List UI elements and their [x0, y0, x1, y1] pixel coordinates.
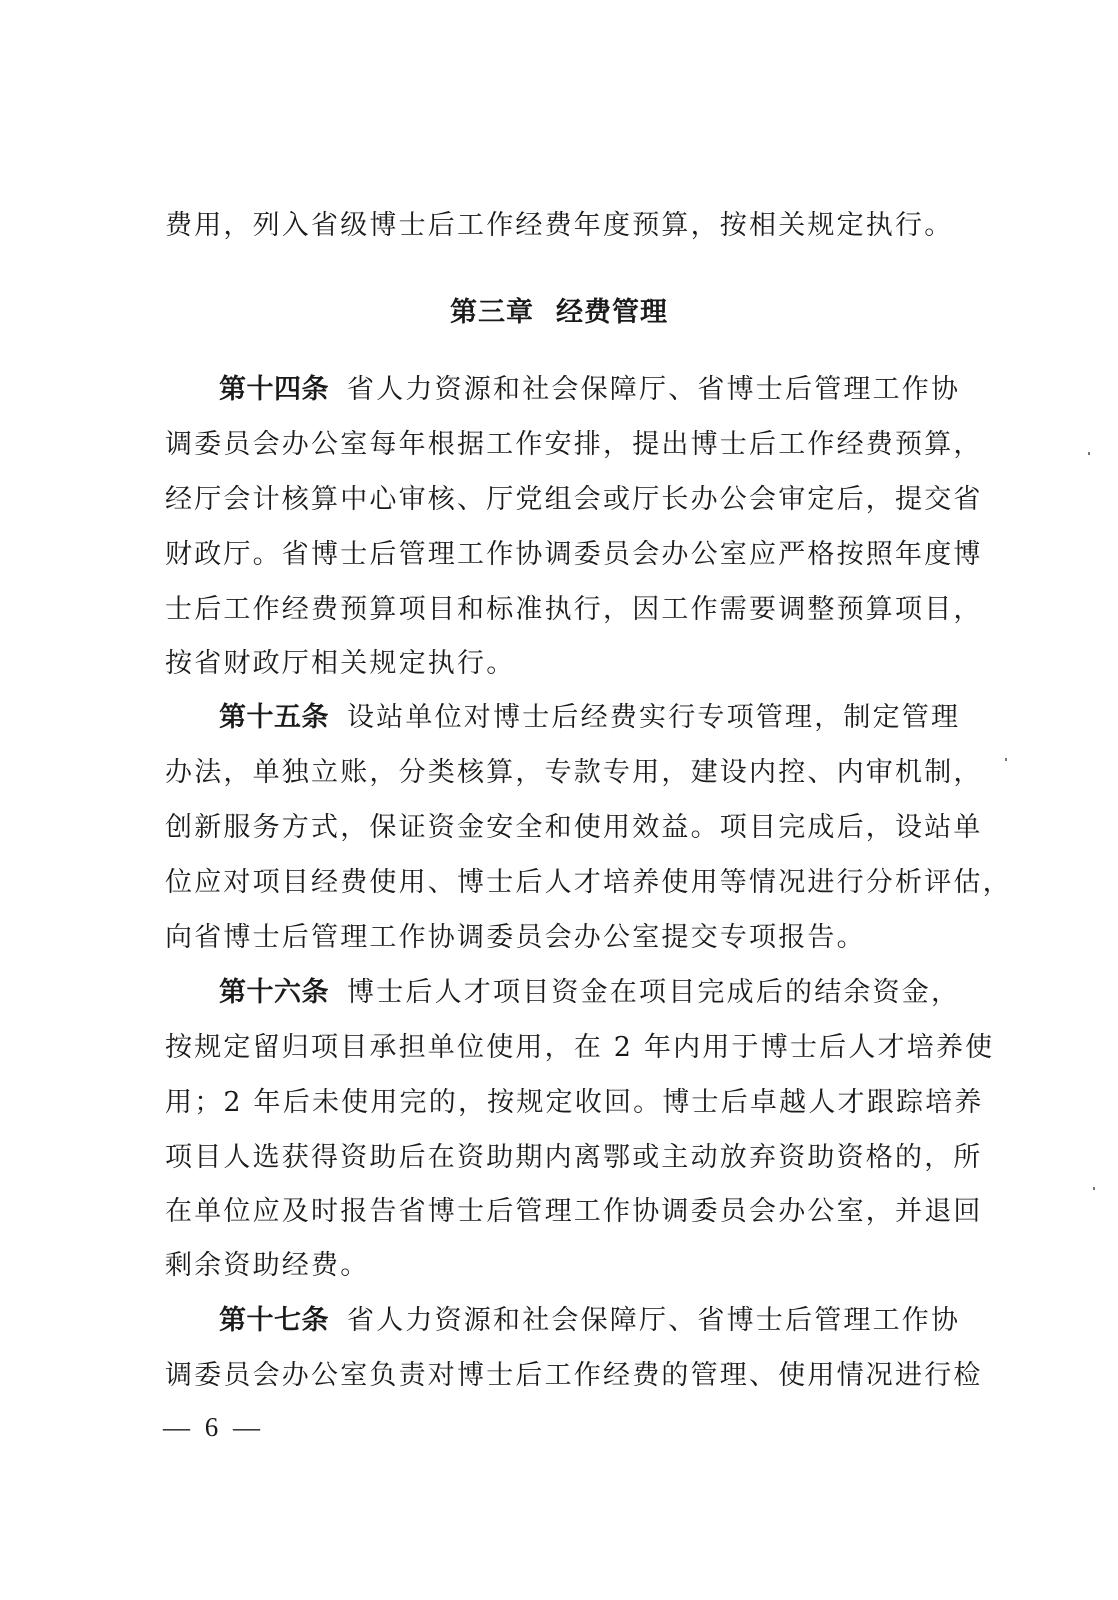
article-line: [165, 700, 961, 736]
scan-speck: [1093, 1187, 1095, 1190]
article-line: 项目人选获得资助后在资助期内离鄂或主动放弃资助资格的，所: [165, 1142, 983, 1173]
opening-line: 费用，列入省级博士后工作经费年度预算，按相关规定执行。: [165, 210, 954, 241]
article-label: 第十六条: [219, 977, 329, 1008]
scan-speck: [1005, 758, 1007, 761]
article-line: 调委员会办公室负责对博士后工作经费的管理、使用情况进行检: [165, 1360, 983, 1391]
article-line: [165, 975, 961, 1011]
article-text: 省人力资源和社会保障厅、省博士后管理工作协: [347, 374, 961, 405]
article-label: 第十五条: [219, 702, 329, 733]
chapter-title: 经费管理: [556, 297, 668, 328]
article-text: 省人力资源和社会保障厅、省博士后管理工作协: [347, 1305, 961, 1336]
article-line: [165, 372, 961, 408]
article-line: 办法，单独立账，分类核算，专款专用，建设内控、内审机制，: [165, 757, 983, 788]
article-line: 按规定留归项目承担单位使用，在 2 年内用于博士后人才培养使: [165, 1032, 995, 1063]
chapter-number: 第三章: [450, 297, 534, 328]
article-line: 财政厅。省博士后管理工作协调委员会办公室应严格按照年度博: [165, 539, 983, 570]
article-line: 调委员会办公室每年根据工作安排，提出博士后工作经费预算，: [165, 429, 983, 460]
article-line: 用；2 年后未使用完的，按规定收回。博士后卓越人才跟踪培养: [165, 1087, 984, 1118]
article-line: [165, 1303, 961, 1339]
article-label: 第十四条: [219, 374, 329, 405]
chapter-heading: [0, 290, 1118, 329]
article-line: 向省博士后管理工作协调委员会办公室提交专项报告。: [165, 922, 866, 953]
article-text: 博士后人才项目资金在项目完成后的结余资金，: [347, 977, 961, 1008]
article-line: 按省财政厅相关规定执行。: [165, 648, 516, 679]
article-line: 士后工作经费预算项目和标准执行，因工作需要调整预算项目，: [165, 594, 983, 625]
article-label: 第十七条: [219, 1305, 329, 1336]
article-line: 位应对项目经费使用、博士后人才培养使用等情况进行分析评估，: [165, 867, 1012, 898]
article-line: 在单位应及时报告省博士后管理工作协调委员会办公室，并退回: [165, 1196, 983, 1227]
article-line: 剩余资助经费。: [165, 1250, 370, 1281]
scan-speck: [1088, 452, 1090, 455]
article-line: 创新服务方式，保证资金安全和使用效益。项目完成后，设站单: [165, 812, 983, 843]
article-text: 设站单位对博士后经费实行专项管理，制定管理: [347, 702, 961, 733]
article-line: 经厅会计核算中心审核、厅党组会或厅长办公会审定后，提交省: [165, 484, 983, 515]
page-number: — 6 —: [163, 1412, 264, 1442]
